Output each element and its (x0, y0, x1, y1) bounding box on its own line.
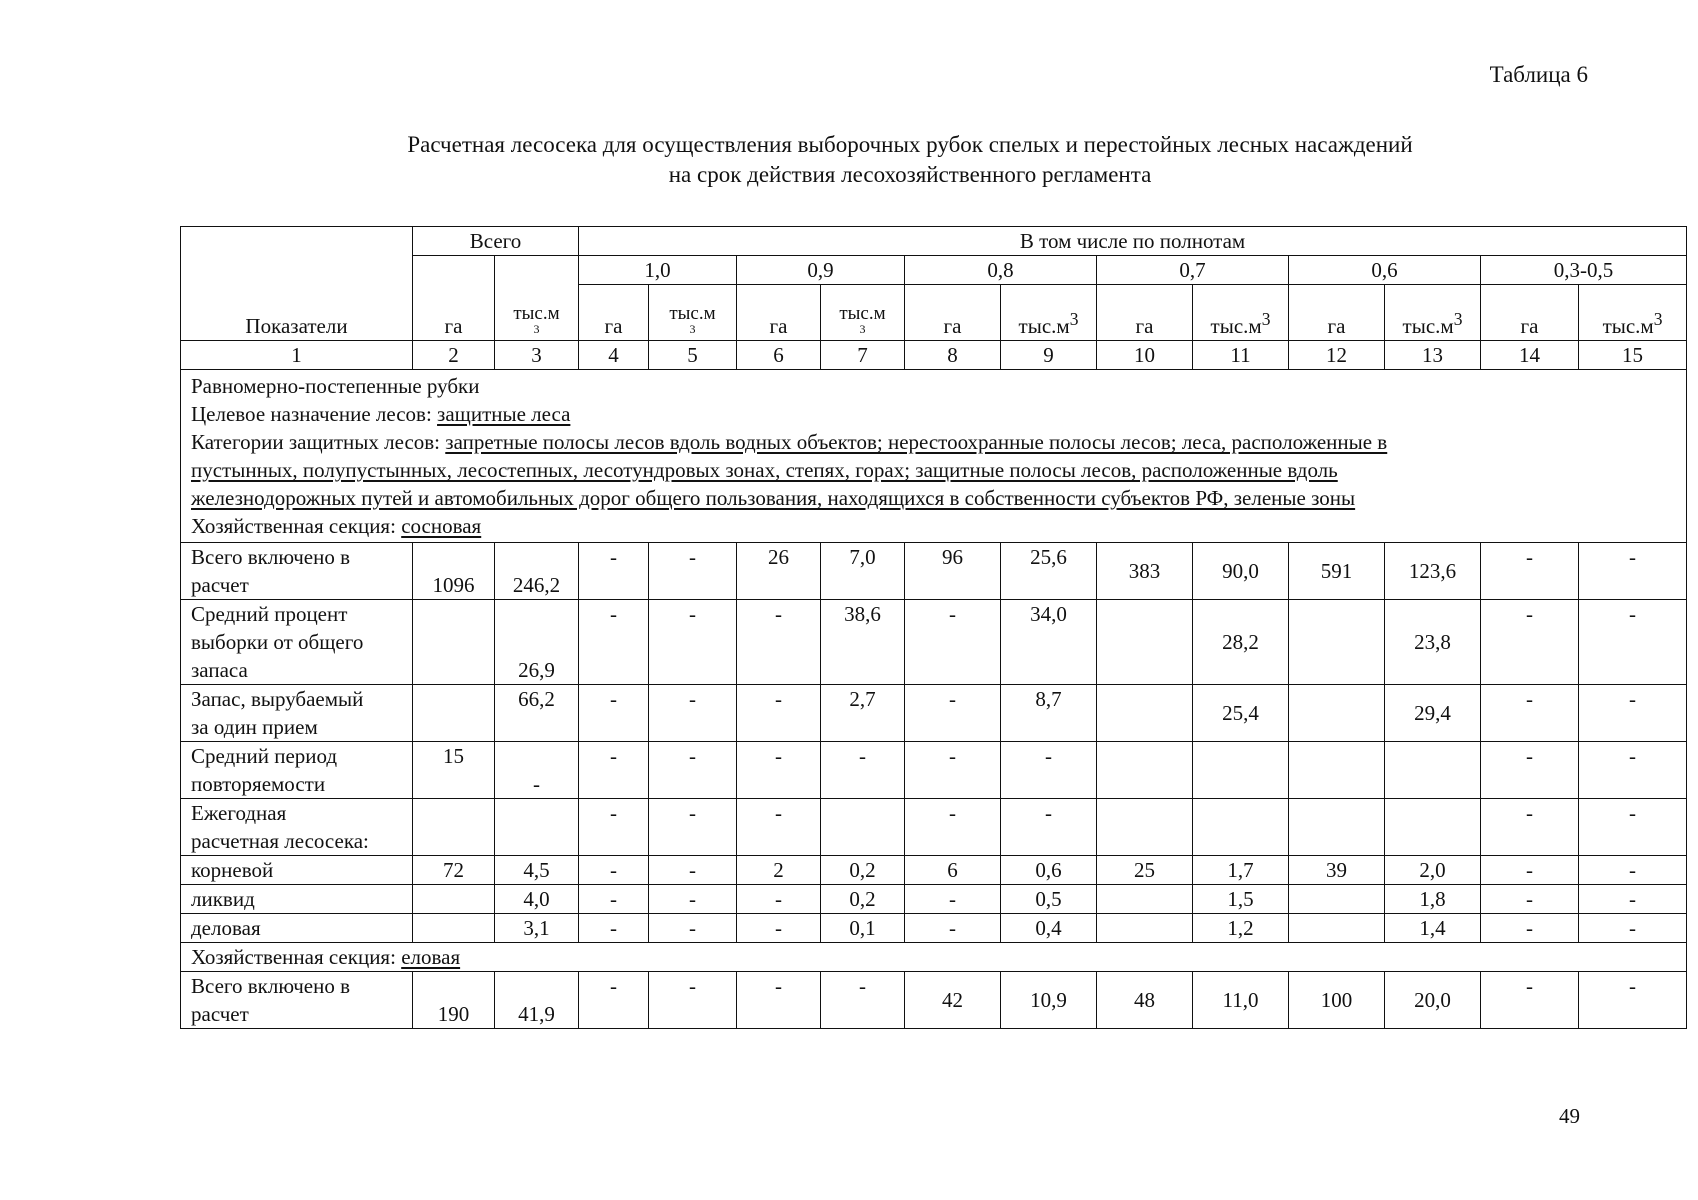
cell: - (649, 799, 737, 856)
header-m3: тыс.м 3 (821, 285, 905, 341)
header-ha: га (1097, 285, 1193, 341)
pine-row-avg-percent (181, 600, 1687, 685)
cell: 4,0 (495, 885, 579, 914)
header-density-0-7: 0,7 (1097, 256, 1289, 285)
cell: - (649, 856, 737, 885)
cell: - (495, 742, 579, 799)
cell (1097, 799, 1193, 856)
cell: - (1579, 600, 1687, 685)
cell (1097, 685, 1193, 742)
cell: - (1481, 685, 1579, 742)
cell (1289, 685, 1385, 742)
cell: 0,2 (821, 856, 905, 885)
cell: 11,0 (1193, 972, 1289, 1029)
cell: 190 (413, 972, 495, 1029)
header-row-1 (181, 227, 1687, 256)
cell: 0,1 (821, 914, 905, 943)
cell: - (1579, 685, 1687, 742)
cell: 1,2 (1193, 914, 1289, 943)
section-description-row (181, 370, 1687, 543)
header-total-ha: га (413, 256, 495, 341)
col-number: 3 (495, 341, 579, 370)
cell: 4,5 (495, 856, 579, 885)
cell: - (905, 914, 1001, 943)
cell: - (905, 799, 1001, 856)
cell: 15 (413, 742, 495, 799)
col-number: 14 (1481, 341, 1579, 370)
col-number: 4 (579, 341, 649, 370)
cell: - (579, 856, 649, 885)
cell: - (579, 543, 649, 600)
pine-row-included (181, 543, 1687, 600)
cell: 20,0 (1385, 972, 1481, 1029)
header-density-1-0: 1,0 (579, 256, 737, 285)
cell: - (579, 914, 649, 943)
col-number: 7 (821, 341, 905, 370)
row-label: корневой (181, 856, 413, 885)
cell (495, 799, 579, 856)
cell: 38,6 (821, 600, 905, 685)
cell: 26 (737, 543, 821, 600)
cell: 48 (1097, 972, 1193, 1029)
cell: 41,9 (495, 972, 579, 1029)
header-indicators: Показатели (181, 227, 413, 341)
cell: - (737, 799, 821, 856)
cell: - (1001, 799, 1097, 856)
cell: 100 (1289, 972, 1385, 1029)
row-label: Ежегодная расчетная лесосека: (181, 799, 413, 856)
cell: 90,0 (1193, 543, 1289, 600)
row-label: Запас, вырубаемый за один прием (181, 685, 413, 742)
header-m3: $тыс.м^3$ (1579, 285, 1687, 341)
cell: 25,6 (1001, 543, 1097, 600)
pine-row-annual (181, 799, 1687, 856)
cell: - (1481, 914, 1579, 943)
cell: - (905, 885, 1001, 914)
cell: - (905, 685, 1001, 742)
row-label: деловая (181, 914, 413, 943)
cell: - (1579, 799, 1687, 856)
cell (1289, 914, 1385, 943)
allowable-cut-table (180, 226, 1687, 1029)
spruce-section-row (181, 943, 1687, 972)
cell: 29,4 (1385, 685, 1481, 742)
cell (1193, 742, 1289, 799)
pine-row-period (181, 742, 1687, 799)
header-m3: $тыс.м^3$ (1001, 285, 1097, 341)
header-by-density: В том числе по полнотам (579, 227, 1687, 256)
cell (1289, 885, 1385, 914)
header-m3: $тыс.м^3$ (1193, 285, 1289, 341)
cell: - (1001, 742, 1097, 799)
row-label: ликвид (181, 885, 413, 914)
cell: - (1579, 885, 1687, 914)
cell: 25 (1097, 856, 1193, 885)
header-total: Всего (413, 227, 579, 256)
col-number: 11 (1193, 341, 1289, 370)
eco-section-pine: Хозяйственная секция: сосновая (191, 514, 482, 538)
col-number: 5 (649, 341, 737, 370)
cell (413, 685, 495, 742)
cell: - (649, 742, 737, 799)
cell: - (579, 799, 649, 856)
cell: - (1481, 742, 1579, 799)
cell: - (905, 600, 1001, 685)
cell: 28,2 (1193, 600, 1289, 685)
col-number: 2 (413, 341, 495, 370)
cell: 2 (737, 856, 821, 885)
cell: 23,8 (1385, 600, 1481, 685)
cell: - (1579, 742, 1687, 799)
cell (413, 799, 495, 856)
section-description (181, 370, 1687, 543)
cell: 1,5 (1193, 885, 1289, 914)
cell (1097, 914, 1193, 943)
cell: - (1481, 885, 1579, 914)
header-ha: га (1481, 285, 1579, 341)
header-m3: $тыс.м^3$ (1385, 285, 1481, 341)
col-number: 10 (1097, 341, 1193, 370)
cell: - (737, 742, 821, 799)
cell: - (1579, 856, 1687, 885)
header-m3: тыс.м 3 (649, 285, 737, 341)
cell: - (737, 685, 821, 742)
row-label: Всего включено в расчет (181, 543, 413, 600)
cell: - (737, 885, 821, 914)
cell: - (737, 914, 821, 943)
cell: - (1481, 799, 1579, 856)
cell: - (649, 885, 737, 914)
cell: - (1579, 914, 1687, 943)
cell: - (579, 600, 649, 685)
cell: 1,4 (1385, 914, 1481, 943)
cell: - (905, 742, 1001, 799)
forest-purpose: Целевое назначение лесов: защитные леса (191, 402, 571, 426)
pine-row-root (181, 856, 1687, 885)
cell: - (1579, 972, 1687, 1029)
column-number-row (181, 341, 1687, 370)
cell: 25,4 (1193, 685, 1289, 742)
cell: 34,0 (1001, 600, 1097, 685)
cell: - (649, 972, 737, 1029)
row-label: Всего включено в расчет (181, 972, 413, 1029)
cell: - (579, 885, 649, 914)
table-title (200, 130, 1620, 190)
cell: 1096 (413, 543, 495, 600)
cell: 96 (905, 543, 1001, 600)
cell: 8,7 (1001, 685, 1097, 742)
col-number: 9 (1001, 341, 1097, 370)
cell: 72 (413, 856, 495, 885)
cell (1385, 799, 1481, 856)
eco-section-spruce: Хозяйственная секция: еловая (181, 943, 1687, 972)
col-number: 8 (905, 341, 1001, 370)
protective-categories-cont: железнодорожных путей и автомобильных дорог общего пользования, находящихся в собственности субъектов РФ, зеленые зоны (191, 486, 1356, 510)
col-number: 6 (737, 341, 821, 370)
cell (1289, 600, 1385, 685)
header-ha: га (579, 285, 649, 341)
spruce-row-included (181, 972, 1687, 1029)
header-ha: га (1289, 285, 1385, 341)
cell: - (649, 685, 737, 742)
cell: 1,7 (1193, 856, 1289, 885)
header-density-0-9: 0,9 (737, 256, 905, 285)
cell: 383 (1097, 543, 1193, 600)
cell: 42 (905, 972, 1001, 1029)
cell: - (649, 600, 737, 685)
cell: 246,2 (495, 543, 579, 600)
cell: 66,2 (495, 685, 579, 742)
cell: - (649, 543, 737, 600)
pine-row-stock (181, 685, 1687, 742)
cell: - (821, 742, 905, 799)
pine-row-liquid (181, 885, 1687, 914)
cell: - (737, 972, 821, 1029)
pine-row-commercial (181, 914, 1687, 943)
cell (821, 799, 905, 856)
cell: 123,6 (1385, 543, 1481, 600)
header-ha: га (737, 285, 821, 341)
cell: 7,0 (821, 543, 905, 600)
protective-categories-cont: пустынных, полупустынных, лесостепных, лесотундровых зонах, степях, горах; защитные полосы лесов, расположенные вдоль (191, 458, 1338, 482)
felling-type: Равномерно-постепенные рубки (191, 374, 480, 398)
cell: - (821, 972, 905, 1029)
cell: 1,8 (1385, 885, 1481, 914)
cell (1193, 799, 1289, 856)
row-label: Средний период повторяемости (181, 742, 413, 799)
cell: 0,6 (1001, 856, 1097, 885)
col-number: 13 (1385, 341, 1481, 370)
row-label: Средний процент выборки от общего запаса (181, 600, 413, 685)
header-density-0-8: 0,8 (905, 256, 1097, 285)
cell: 10,9 (1001, 972, 1097, 1029)
cell: - (1481, 856, 1579, 885)
cell: 0,2 (821, 885, 905, 914)
title-line-2: на срок действия лесохозяйственного регламента (668, 162, 1152, 187)
cell (413, 914, 495, 943)
cell (1385, 742, 1481, 799)
col-number: 12 (1289, 341, 1385, 370)
cell: 2,7 (821, 685, 905, 742)
header-ha: га (905, 285, 1001, 341)
cell (1097, 742, 1193, 799)
cell: - (1481, 543, 1579, 600)
cell (1097, 885, 1193, 914)
cell: - (1481, 972, 1579, 1029)
page-number: 49 (1559, 1104, 1580, 1128)
header-total-m3: тыс.м 3 (495, 256, 579, 341)
cell: 0,4 (1001, 914, 1097, 943)
cell (1289, 742, 1385, 799)
cell: - (737, 600, 821, 685)
cell: - (1579, 543, 1687, 600)
cell (1097, 600, 1193, 685)
header-density-0-3-0-5: 0,3-0,5 (1481, 256, 1687, 285)
cell: - (579, 972, 649, 1029)
cell: - (1481, 600, 1579, 685)
cell: 39 (1289, 856, 1385, 885)
title-line-1: Расчетная лесосека для осуществления выборочных рубок спелых и перестойных лесных насаждений (407, 132, 1413, 157)
cell: 3,1 (495, 914, 579, 943)
col-number: 15 (1579, 341, 1687, 370)
cell: 0,5 (1001, 885, 1097, 914)
cell (413, 600, 495, 685)
cell: 6 (905, 856, 1001, 885)
header-density-0-6: 0,6 (1289, 256, 1481, 285)
cell: - (649, 914, 737, 943)
protective-categories: Категории защитных лесов: запретные полосы лесов вдоль водных объектов; нерестоохранные полосы лесов; леса, расположенные в (191, 430, 1388, 454)
cell: 2,0 (1385, 856, 1481, 885)
table-label: Таблица 6 (1489, 62, 1588, 87)
cell (1289, 799, 1385, 856)
cell: 26,9 (495, 600, 579, 685)
cell: 591 (1289, 543, 1385, 600)
col-number: 1 (181, 341, 413, 370)
cell (413, 885, 495, 914)
cell: - (579, 685, 649, 742)
cell: - (579, 742, 649, 799)
